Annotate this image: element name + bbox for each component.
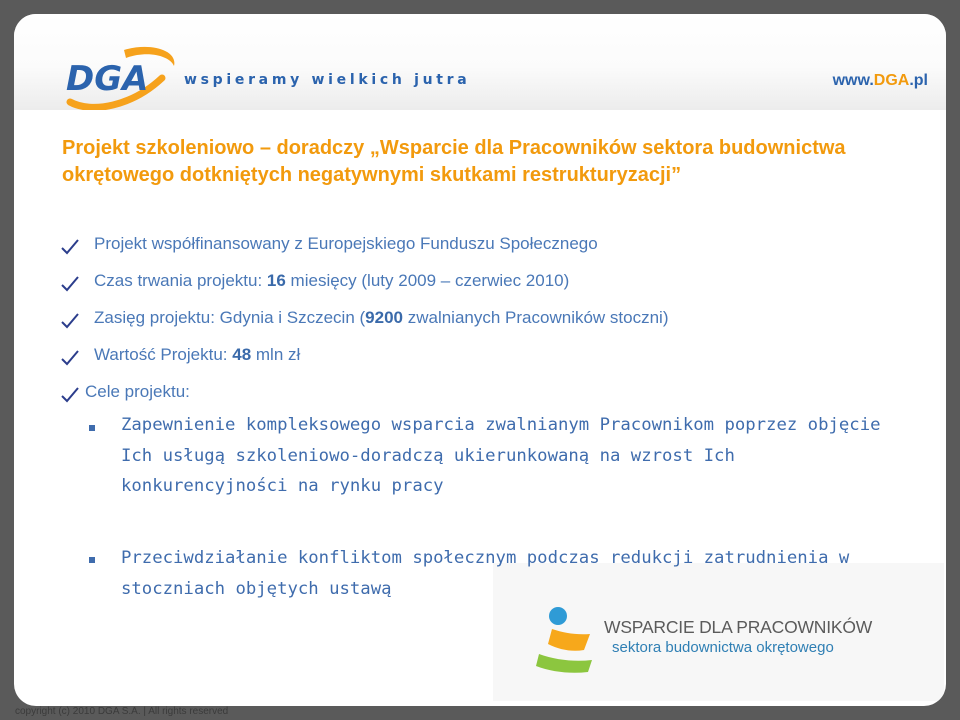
- slide-title: Projekt szkoleniowo – doradczy „Wsparcie dla Pracowników sektora budownictwa okrętowego dotkniętych negatywnymi skutkami restrukturyzacji”: [62, 137, 846, 186]
- goal-item: Przeciwdziałanie konfliktom społecznym podczas redukcji zatrudnienia w stoczniach objętych ustawą: [121, 548, 850, 599]
- slide: DGA wspieramy wielkich jutra www.DGA.pl Projekt szkoleniowo – doradczy „Wsparcie dla Pracowników sektora budownictwa okrętowego dotkniętych negatywnymi skutkami restrukturyzacji” Projekt współfinansowany z Europejskiego Funduszu Społecznego Czas trwania projektu: 16 miesięcy (luty 2009 – czerwiec 2010) Zasięg projektu: Gdynia i Szczecin (9200 zwalnianych Pracowników stoczni) Wartość Projektu: 48 mln zł Cele projektu: Zapewnienie kompleksowego wsparcia zwalnianym Pracownikom poprzez objęcie Ich usługą szkoleniowo-doradczą ukierunkowaną na wzrost Ich konkurencyjności na rynku pracy WSPARCIE DLA PRACOWNIKÓW sektora budownictwa okrętowego Przeciwdziałanie konfliktom społecznym podczas redukcji zatrudnienia w stoczniach objętych ustawą: [14, 14, 946, 706]
- square-bullet-icon: [89, 425, 95, 431]
- tagline: wspieramy wielkich jutra: [184, 72, 471, 88]
- dga-logo: [62, 44, 182, 110]
- goal-item: Zapewnienie kompleksowego wsparcia zwalnianym Pracownikom poprzez objęcie Ich usługą szkoleniowo-doradczą ukierunkowaną na wzrost Ich konkurencyjności na rynku pracy: [121, 415, 881, 496]
- project-logo-subtitle: sektora budownictwa okrętowego: [612, 639, 834, 656]
- copyright-text: copyright (c) 2010 DGA S.A. | All rights reserved: [15, 706, 229, 717]
- checkmark-icon: [60, 386, 80, 404]
- checkmark-icon: [60, 275, 80, 293]
- project-logo-icon: [534, 600, 598, 684]
- square-bullet-icon: [89, 557, 95, 563]
- checkmark-icon: [60, 312, 80, 330]
- checkmark-icon: [60, 349, 80, 367]
- svg-text:DGA: DGA: [66, 59, 149, 99]
- project-logo-title: WSPARCIE DLA PRACOWNIKÓW: [604, 617, 873, 637]
- checkmark-icon: [60, 238, 80, 256]
- website-link[interactable]: www.DGA.pl: [832, 72, 928, 89]
